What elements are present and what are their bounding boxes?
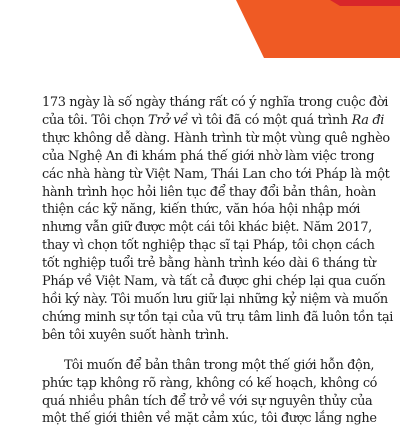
paragraph (42, 357, 378, 428)
text-line (42, 255, 376, 273)
text-line (42, 130, 390, 148)
text-line (42, 357, 375, 375)
text-line (42, 201, 360, 219)
text-line (42, 309, 394, 327)
text-run: quá nhiều phân tích để trở về với sự nguyên thủy của (42, 393, 373, 409)
text-run: của Nghệ An đi khám phá thế giới nhờ làm việc trong (42, 148, 375, 164)
text-run: một thế giới thiên về mặt cảm xúc, tôi được lắng nghe (42, 411, 377, 427)
text-line (42, 273, 386, 291)
orange-panel (236, 0, 400, 58)
text-run: bên tôi xuyên suốt hành trình. (42, 327, 229, 343)
text-run: vì tôi đã có một quá trình (187, 112, 352, 128)
text-line (42, 393, 373, 411)
text-run: các nhà hàng từ Việt Nam, Thái Lan cho tới Pháp là một (42, 166, 390, 182)
text-run: của tôi. Tôi chọn (42, 112, 149, 128)
body-text (42, 94, 394, 428)
text-run: Pháp về Việt Nam, và tất cả được ghi chép lại qua cuốn (42, 274, 386, 290)
paragraph-gap (42, 345, 360, 357)
text-run: thực không dễ dàng. Hành trình từ một vùng quê nghèo (42, 130, 390, 146)
text-run: hành trình học hỏi liên tục để thay đổi bản thân, hoàn (42, 184, 376, 200)
decorative-corner-shape (0, 0, 400, 60)
italic-title: Trở về (148, 112, 188, 128)
text-run: thiện các kỹ năng, kiến thức, văn hóa hội nhập mới (42, 202, 360, 218)
text-run: nhưng vẫn giữ được một cái tôi khác biệt. Năm 2017, (42, 220, 372, 236)
text-line (42, 112, 385, 130)
italic-title: Ra đi (351, 112, 385, 128)
text-line (42, 184, 376, 202)
text-line (42, 166, 390, 184)
red-strip (330, 0, 400, 6)
text-run: tốt nghiệp tuổi trẻ bằng hành trình kéo dài 6 tháng từ (42, 256, 376, 272)
text-run: thay vì chọn tốt nghiệp thạc sĩ tại Pháp, tôi chọn cách (42, 238, 375, 254)
paragraph (42, 94, 394, 345)
text-run: Tôi muốn để bản thân trong một thế giới hỗn độn, (64, 357, 375, 373)
text-line (42, 219, 372, 237)
text-run: 173 ngày là số ngày tháng rất có ý nghĩa trong cuộc đời (42, 95, 389, 110)
text-run: chứng minh sự tồn tại của vũ trụ tâm linh đã luôn tồn tại (42, 309, 394, 325)
white-band (0, 0, 195, 14)
text-line (42, 375, 378, 393)
text-line (42, 148, 375, 166)
text-line (42, 237, 375, 255)
text-line (42, 410, 377, 428)
text-line (42, 327, 360, 345)
text-line (42, 291, 388, 309)
text-run: hồi ký này. Tôi muốn lưu giữ lại những kỷ niệm và muốn (42, 291, 388, 307)
text-run: phức tạp không rõ ràng, không có kế hoạch, không có (42, 375, 378, 391)
text-line (42, 94, 389, 112)
